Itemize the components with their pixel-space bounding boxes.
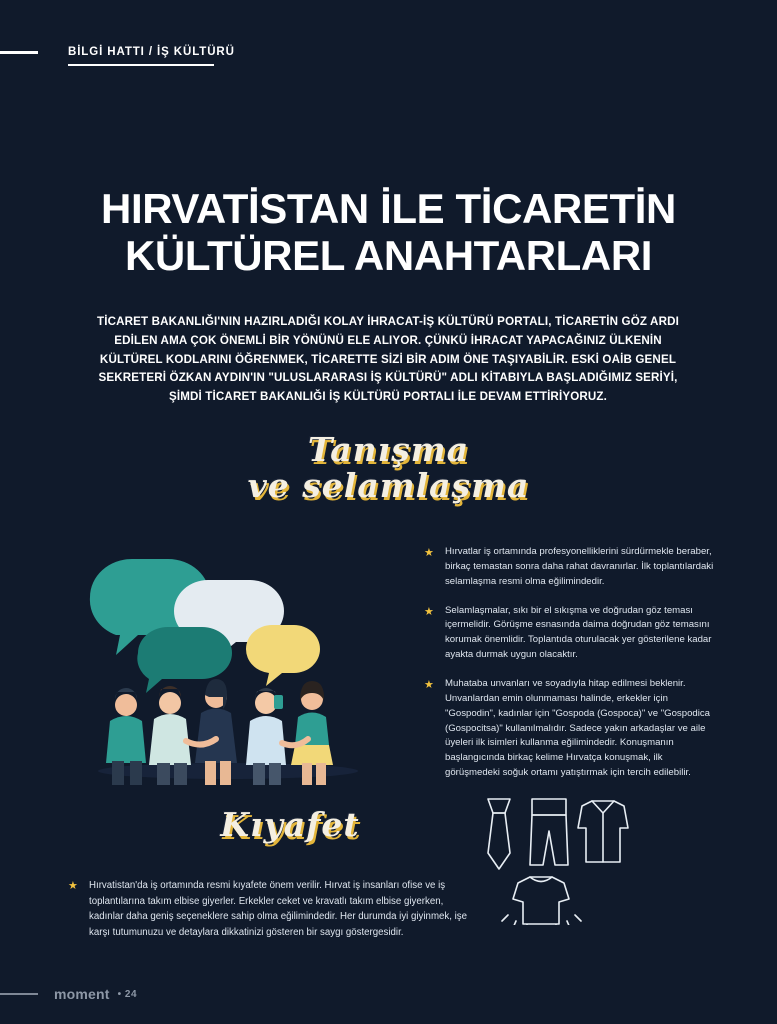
kicker-underline bbox=[68, 64, 214, 66]
page-footer bbox=[0, 986, 777, 1002]
list-item bbox=[424, 604, 714, 663]
page-number: • 24 bbox=[117, 988, 138, 1000]
star-icon: ★ bbox=[424, 547, 434, 559]
page-title bbox=[0, 185, 777, 280]
tshirt-icon bbox=[502, 877, 581, 925]
people-conversation-illustration bbox=[78, 545, 378, 785]
section-heading-greeting-line-1: Tanışma bbox=[307, 430, 470, 469]
list-item-text: Hırvatlar iş ortamında profesyonelliklerini sürdürmekle beraber, birkaç temastan sonra daha rahat davranırlar. İlk toplantılardaki selamlaşma resmi olma eğilimindedir. bbox=[445, 546, 714, 587]
footer-rule bbox=[0, 993, 38, 995]
page-title-line-1: HIRVATİSTAN İLE TİCARETİN bbox=[101, 185, 676, 232]
breadcrumb bbox=[0, 38, 777, 66]
list-item-text: Muhataba unvanları ve soyadıyla hitap edilmesi beklenir. Unvanlardan emin olunmaması halinde, erkekler için "Gospodin", kadınlar için "Gospoda (Gospoca)" ve "Gospodica (Gospocitsa)" kullanılmalıdır. Sadece yakın arkadaşlar ve aile üyeleri ilk isimleri kullanma eğilimindedir. Konuşmanın başlangıcında birkaç kelime Hırvatça konuşmak, ilk görüşmedeki soğuk ortamı yatıştırmak için tercih edilebilir. bbox=[445, 678, 711, 779]
kicker-rule bbox=[0, 51, 38, 54]
page-title-line-2: KÜLTÜREL ANAHTARLARI bbox=[124, 232, 653, 280]
footer-logo: moment bbox=[54, 986, 110, 1002]
star-icon: ★ bbox=[424, 605, 434, 618]
section-heading-dress-code: Kıyafet bbox=[220, 805, 360, 844]
list-item bbox=[424, 545, 714, 590]
trousers-icon bbox=[530, 799, 568, 865]
clothing-line-icons bbox=[470, 795, 640, 925]
list-item-text: Hırvatistan'da iş ortamında resmi kıyafete önem verilir. Hırvat iş insanları ofise ve iş toplantılarına takım elbise giyerler. Erkekler ceket ve kravatlı takım elbise giyerken, kadınlar daha geniş seçeneklere sahip olma eğilimindedir. Her durumda iyi giyinmek, işe karşı tutumunuzu ve detaylara dikkatinizi gösteren bir saygı göstergesidir. bbox=[89, 880, 468, 938]
star-icon: ★ bbox=[68, 880, 78, 892]
kicker-label: BİLGİ HATTI / İŞ KÜLTÜRÜ bbox=[68, 46, 235, 58]
list-item bbox=[424, 677, 714, 781]
section-heading-greeting bbox=[0, 432, 777, 503]
standfirst-paragraph: TİCARET BAKANLIĞI'NIN HAZIRLADIĞI KOLAY İHRACAT-İŞ KÜLTÜRÜ PORTALI, TİCARETİN GÖZ ARDI EDİLEN AMA ÇOK ÖNEMLİ BİR YÖNÜNÜ ELE ALIYOR. ÇÜNKÜ İHRACAT YAPACAĞINIZ ÜLKENİN KÜLTÜREL KODLARINI ÖĞRENMEK, TİCARETTE SİZİ BİR ADIM ÖNE TAŞIYABİLİR. ESKİ OAİB GENEL SEKRETERİ ÖZKAN AYDIN'IN "ULUSLARARASI İŞ KÜLTÜRÜ" ADLI KİTABIYLA BAŞLADIĞIMIZ SERİYİ, ŞİMDİ TİCARET BAKANLIĞI İŞ KÜLTÜRÜ PORTALI İLE DEVAM ETTİRİYORUZ. bbox=[96, 315, 679, 404]
section-heading-greeting-line-2: ve selamlaşma bbox=[247, 465, 530, 505]
dress-code-bullet-list bbox=[68, 878, 468, 954]
jacket-icon bbox=[578, 801, 628, 862]
list-item bbox=[68, 878, 468, 940]
star-icon: ★ bbox=[424, 679, 434, 692]
greeting-bullet-list bbox=[424, 545, 714, 795]
list-item-text: Selamlaşmalar, sıkı bir el sıkışma ve doğrudan göz teması içermelidir. Görüşme esnasında daima doğrudan göz temasını korumak önemlidir. Toplantıda oturulacak yer gösterilene kadar ayakta durmak uygun olacaktır. bbox=[445, 604, 712, 661]
tie-icon bbox=[488, 799, 510, 869]
